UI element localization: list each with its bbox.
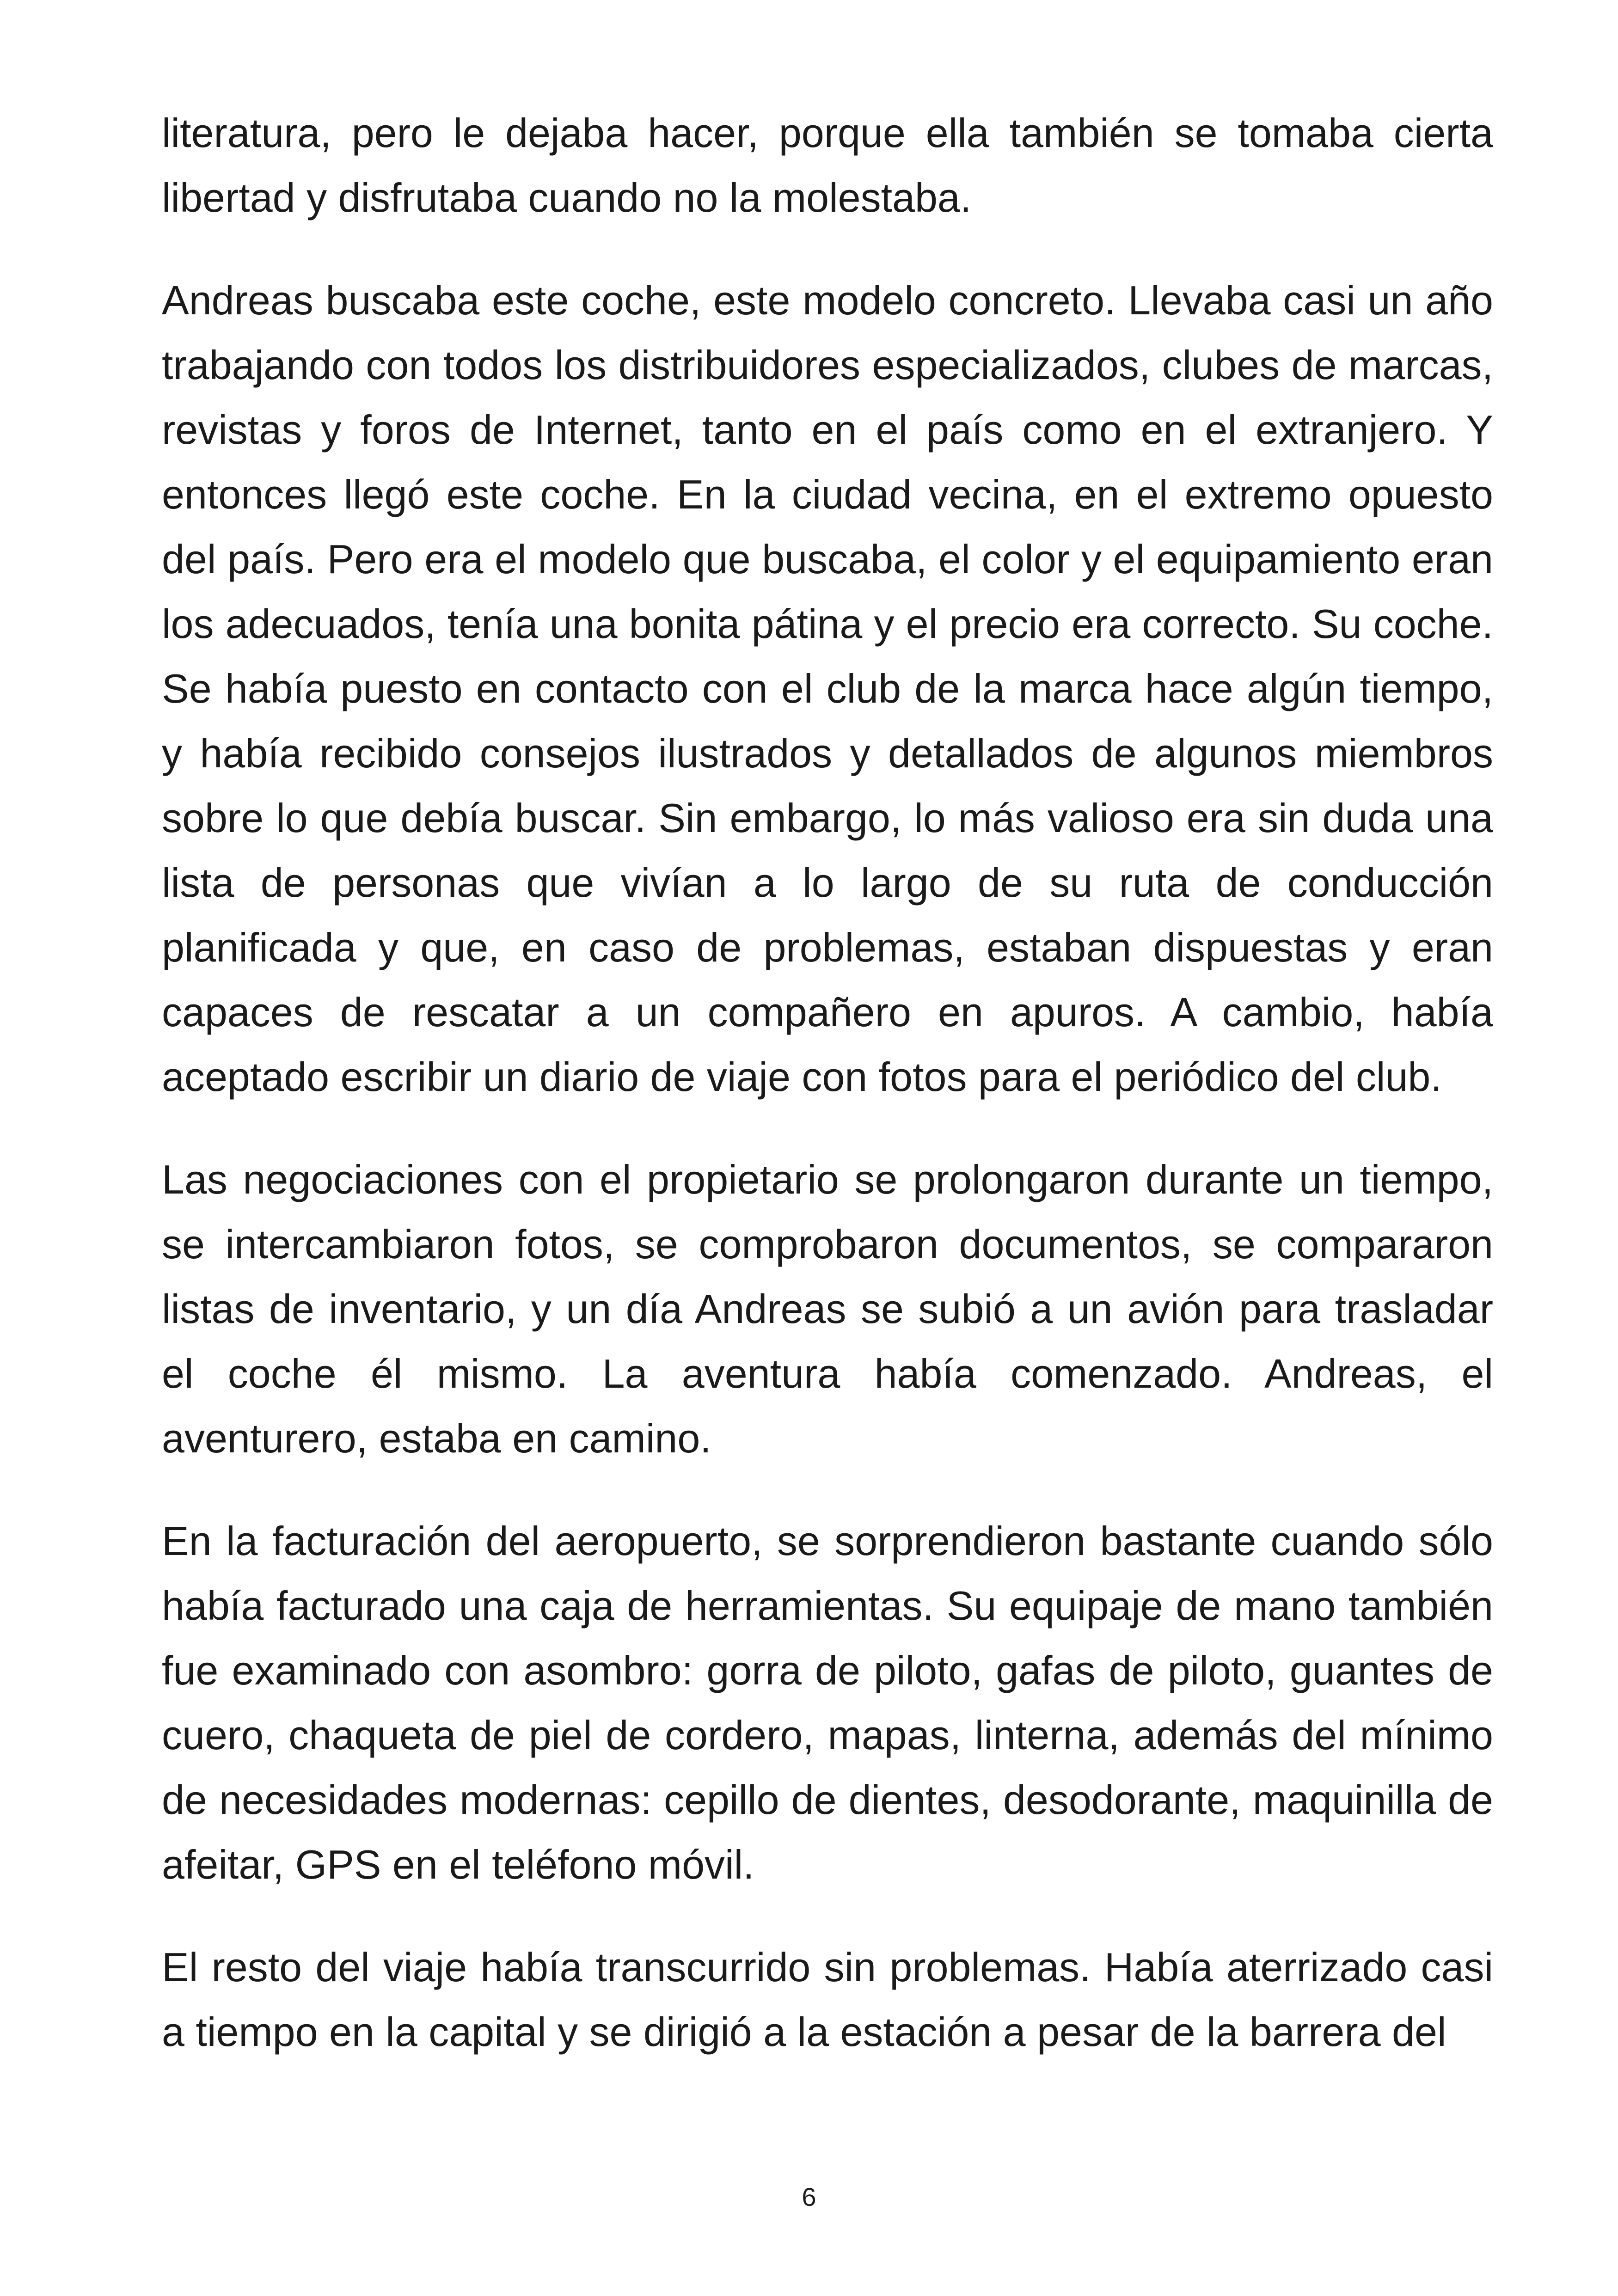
paragraph-3: Las negociaciones con el propietario se prolongaron durante un tiempo, se intercambiaron fotos, se comprobaron documentos, se compararon listas de inventario, y un día Andreas se subió a un avión para trasladar el coche él mismo. La aventura había comenzado. Andreas, el aventurero, estaba en camino.	[162, 1157, 1493, 1461]
body-text	[162, 101, 1493, 2064]
paragraph-2: Andreas buscaba este coche, este modelo concreto. Llevaba casi un año trabajando con todos los distribuidores especializados, clubes de marcas, revistas y foros de Internet, tanto en el país como en el extranjero. Y entonces llegó este coche. En la ciudad vecina, en el extremo opuesto del país. Pero era el modelo que buscaba, el color y el equipamiento eran los adecuados, tenía una bonita pátina y el precio era correcto. Su coche. Se había puesto en contacto con el club de la marca hace algún tiempo, y había recibido consejos ilustrados y detallados de algunos miembros sobre lo que debía buscar. Sin embargo, lo más valioso era sin duda una lista de personas que vivían a lo largo de su ruta de conducción planificada y que, en caso de problemas, estaban dispuestas y eran capaces de rescatar a un compañero en apuros. A cambio, había aceptado escribir un diario de viaje con fotos para el periódico del club.	[162, 277, 1493, 1100]
paragraph-1: literatura, pero le dejaba hacer, porque ella también se tomaba cierta libertad y disfrutaba cuando no la molestaba.	[162, 110, 1493, 220]
page-number: 6	[802, 2182, 816, 2211]
paragraph-5: El resto del viaje había transcurrido sin problemas. Había aterrizado casi a tiempo en la capital y se dirigió a la estación a pesar de la barrera del	[162, 1944, 1493, 2055]
paragraph-4: En la facturación del aeropuerto, se sorprendieron bastante cuando sólo había facturado una caja de herramientas. Su equipaje de mano también fue examinado con asombro: gorra de piloto, gafas de piloto, guantes de cuero, chaqueta de piel de cordero, mapas, linterna, además del mínimo de necesidades modernas: cepillo de dientes, desodorante, maquinilla de afeitar, GPS en el teléfono móvil.	[162, 1518, 1493, 1887]
